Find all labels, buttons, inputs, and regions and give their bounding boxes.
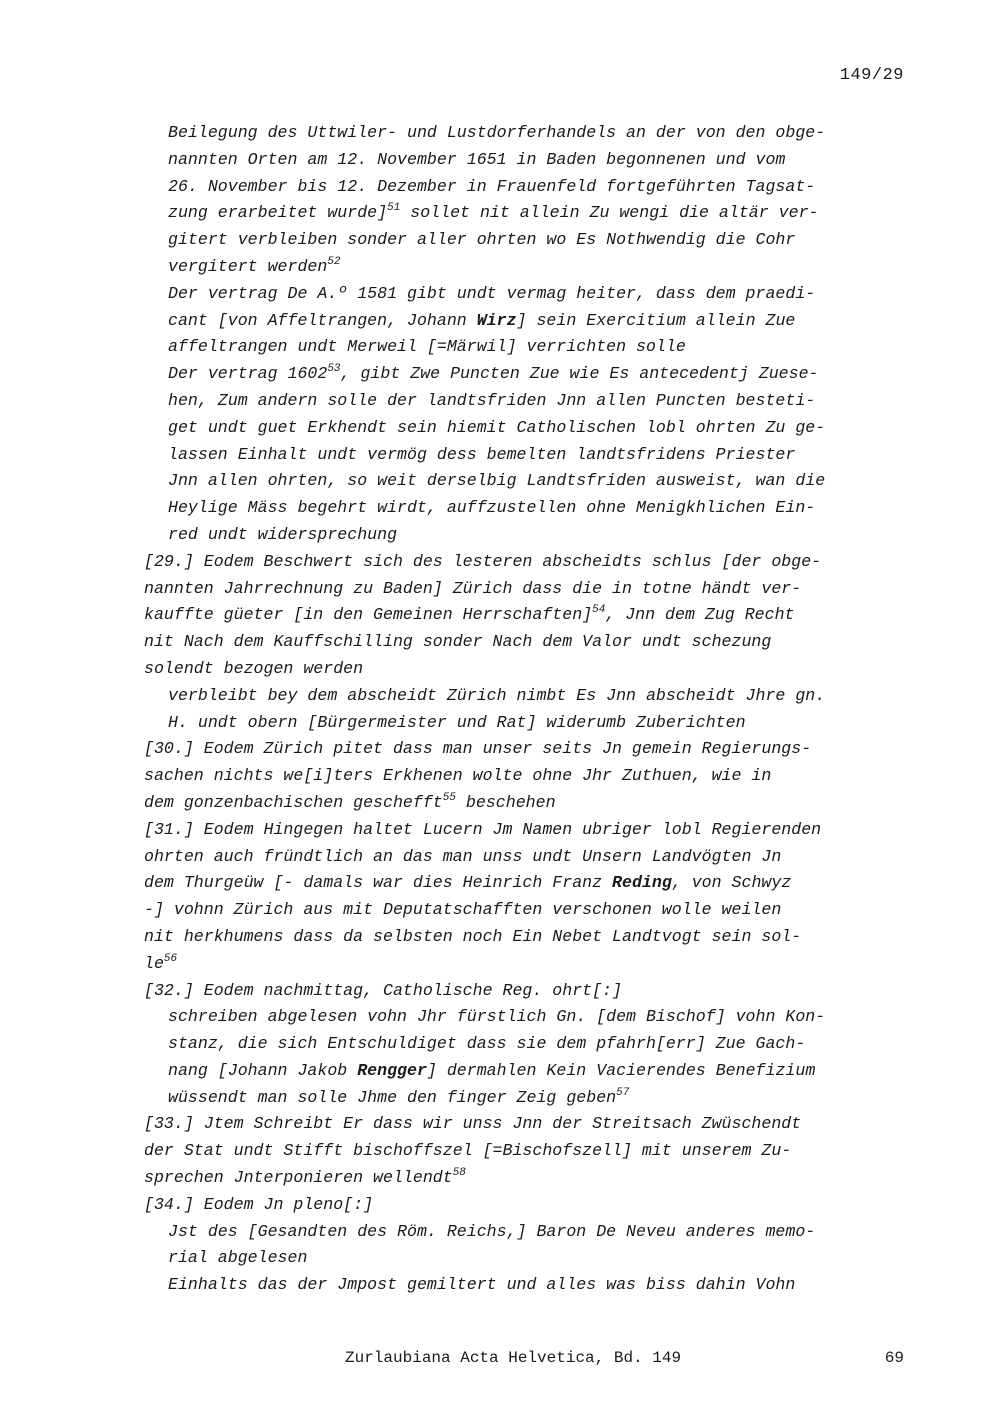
text-line — [168, 174, 904, 201]
text-line — [144, 629, 904, 656]
text-segment: [33.] Jtem Schreibt Er dass wir unss Jnn der Streitsach Zwüschendt — [144, 1114, 802, 1134]
numbered-entry — [144, 736, 904, 816]
text-segment: [31.] Eodem Hingegen haltet Lucern Jm Namen ubriger lobl Regierenden — [144, 819, 822, 839]
text-line — [168, 388, 904, 415]
text-segment: kauffte güeter [in den Gemeinen Herrschaften] — [144, 605, 593, 625]
text-line — [168, 415, 904, 442]
text-line — [144, 897, 904, 924]
text-segment: red undt widersprechung — [168, 524, 398, 544]
text-line — [168, 227, 904, 254]
text-line — [168, 361, 904, 388]
text-segment: vergitert werden — [168, 256, 328, 276]
text-line — [168, 710, 904, 737]
text-line — [144, 951, 904, 978]
text-line — [144, 1192, 904, 1219]
footnote-ref: 55 — [442, 791, 456, 804]
text-line — [168, 522, 904, 549]
text-segment: nit Nach dem Kauffschilling sonder Nach dem Valor undt schezung — [144, 632, 772, 652]
numbered-entry — [144, 1192, 904, 1219]
text-segment: lassen Einhalt undt vermög dess bemelten landtsfridens Priester — [168, 444, 796, 464]
text-line — [144, 1138, 904, 1165]
text-line — [168, 442, 904, 469]
text-line — [168, 254, 904, 281]
text-line — [144, 870, 904, 897]
text-segment: [30.] Eodem Zürich pitet dass man unser seits Jn gemein Regierungs- — [144, 739, 812, 759]
person-name: Reding — [612, 873, 672, 893]
text-line — [144, 1111, 904, 1138]
paragraph — [144, 361, 904, 549]
body-text — [144, 120, 904, 1299]
text-line — [168, 1004, 904, 1031]
footnote-ref: 52 — [327, 255, 341, 268]
text-segment: H. undt obern [Bürgermeister und Rat] widerumb Zuberichten — [168, 712, 746, 732]
text-segment: Heylige Mäss begehrt wirdt, auffzustellen ohne Menigkhlichen Ein- — [168, 498, 816, 518]
text-segment: zung erarbeitet wurde] — [168, 203, 388, 223]
numbered-entry — [144, 1111, 904, 1191]
text-segment: cant [von Affeltrangen, Johann — [168, 310, 477, 330]
person-name: Rengger — [357, 1060, 427, 1080]
text-segment: dem Thurgeüw [- damals war dies Heinrich Franz — [144, 873, 613, 893]
text-segment: Der vertrag De A.º 1581 gibt undt vermag heiter, dass dem praedi- — [168, 283, 816, 303]
text-line — [144, 1165, 904, 1192]
text-segment: hen, Zum andern solle der landtsfriden Jnn allen Puncten besteti- — [168, 390, 816, 410]
numbered-entry — [144, 549, 904, 683]
footnote-ref: 54 — [592, 604, 606, 617]
text-line — [144, 656, 904, 683]
text-segment: Einhalts das der Jmpost gemiltert und alles was biss dahin Vohn — [168, 1275, 796, 1295]
text-line — [168, 308, 904, 335]
text-segment: [34.] Eodem Jn pleno[:] — [144, 1194, 374, 1214]
numbered-entry — [144, 978, 904, 1005]
text-line — [168, 1245, 904, 1272]
text-segment: nannten Jahrrechnung zu Baden] Zürich dass die in totne händt ver- — [144, 578, 802, 598]
text-segment: Jnn allen ohrten, so weit derselbig Landtsfriden ausweist, wan die — [168, 471, 826, 491]
text-segment: verbleibt bey dem abscheidt Zürich nimbt Es Jnn abscheidt Jhre gn. — [168, 685, 826, 705]
text-segment: nannten Orten am 12. November 1651 in Baden begonnenen und vom — [168, 149, 786, 169]
text-line — [144, 978, 904, 1005]
text-segment: gitert verbleiben sonder aller ohrten wo Es Nothwendig die Cohr — [168, 230, 796, 250]
text-segment: solendt bezogen werden — [144, 658, 364, 678]
text-line — [168, 495, 904, 522]
text-line — [168, 1085, 904, 1112]
text-line — [168, 1219, 904, 1246]
text-line — [144, 924, 904, 951]
text-segment: -] vohnn Zürich aus mit Deputatschafften verschonen wolle weilen — [144, 900, 782, 920]
text-segment: [29.] Eodem Beschwert sich des lesteren abscheidts schlus [der obge- — [144, 551, 822, 571]
text-segment: , Jnn dem Zug Recht — [605, 605, 795, 625]
text-line — [144, 790, 904, 817]
text-line — [168, 1058, 904, 1085]
text-segment: nit herkhumens dass da selbsten noch Ein Nebet Landtvogt sein sol- — [144, 926, 802, 946]
paragraph — [144, 120, 904, 281]
paragraph — [144, 683, 904, 737]
footer-title: Zurlaubiana Acta Helvetica, Bd. 149 — [345, 1349, 682, 1367]
text-segment: beschehen — [455, 792, 556, 812]
text-segment: , gibt Zwe Puncten Zue wie Es antecedentj Zuese- — [340, 364, 819, 384]
text-segment: 26. November bis 12. Dezember in Frauenfeld fortgeführten Tagsat- — [168, 176, 816, 196]
footnote-ref: 57 — [616, 1086, 630, 1099]
text-line — [144, 549, 904, 576]
text-segment: sollet nit allein Zu wengi die altär ver- — [400, 203, 819, 223]
text-line — [168, 468, 904, 495]
paragraph — [144, 1219, 904, 1273]
text-line — [144, 736, 904, 763]
paragraph — [144, 1272, 904, 1299]
text-segment: ] dermahlen Kein Vacierendes Benefizium — [426, 1060, 816, 1080]
text-line — [168, 334, 904, 361]
paragraph — [144, 1004, 904, 1111]
text-segment: , von Schwyz — [671, 873, 792, 893]
text-segment: stanz, die sich Entschuldiget dass sie dem pfahrh[err] Zue Gach- — [168, 1034, 806, 1054]
text-line — [144, 602, 904, 629]
text-segment: Jst des [Gesandten des Röm. Reichs,] Baron De Neveu anderes memo- — [168, 1221, 816, 1241]
text-line — [144, 763, 904, 790]
text-segment: wüssendt man solle Jhme den finger Zeig geben — [168, 1087, 617, 1107]
text-line — [168, 147, 904, 174]
text-segment: ] sein Exercitium allein Zue — [516, 310, 796, 330]
text-segment: schreiben abgelesen vohn Jhr fürstlich Gn. [dem Bischof] vohn Kon- — [168, 1007, 826, 1027]
text-line — [168, 1272, 904, 1299]
text-line — [168, 281, 904, 308]
text-segment: Der vertrag 1602 — [168, 364, 328, 384]
text-segment: [32.] Eodem nachmittag, Catholische Reg. ohrt[:] — [144, 980, 622, 1000]
text-segment: der Stat undt Stifft bischoffszel [=Bischofszell] mit unserem Zu- — [144, 1141, 792, 1161]
footer-page-number: 69 — [884, 1349, 904, 1367]
text-segment: sprechen Jnterponieren wellendt — [144, 1168, 453, 1188]
footnote-ref: 56 — [163, 952, 178, 965]
footnote-ref: 58 — [452, 1167, 466, 1180]
text-line — [168, 120, 904, 147]
text-segment: le — [144, 953, 164, 973]
text-line — [168, 683, 904, 710]
text-segment: affeltrangen undt Merweil [=Märwil] verrichten solle — [168, 337, 686, 357]
text-segment: get undt guet Erkhendt sein hiemit Catholischen lobl ohrten Zu ge- — [168, 417, 826, 437]
person-name: Wirz — [476, 310, 517, 330]
text-line — [144, 817, 904, 844]
text-segment: sachen nichts we[i]ters Erkhenen wolte ohne Jhr Zuthuen, wie in — [144, 766, 772, 786]
text-line — [144, 844, 904, 871]
text-line — [168, 1031, 904, 1058]
text-segment: rial abgelesen — [168, 1248, 308, 1268]
text-segment: nang [Johann Jakob — [168, 1060, 358, 1080]
text-segment: Beilegung des Uttwiler- und Lustdorferhandels an der von den obge- — [168, 123, 826, 142]
footnote-ref: 51 — [387, 202, 401, 215]
text-line — [144, 576, 904, 603]
numbered-entry — [144, 817, 904, 978]
paragraph — [144, 281, 904, 361]
text-segment: dem gonzenbachischen geschefft — [144, 792, 443, 812]
footnote-ref: 53 — [327, 363, 341, 376]
text-line — [168, 200, 904, 227]
page-number: 149/29 — [839, 66, 904, 85]
text-segment: ohrten auch fründtlich an das man unss undt Unsern Landvögten Jn — [144, 846, 782, 866]
